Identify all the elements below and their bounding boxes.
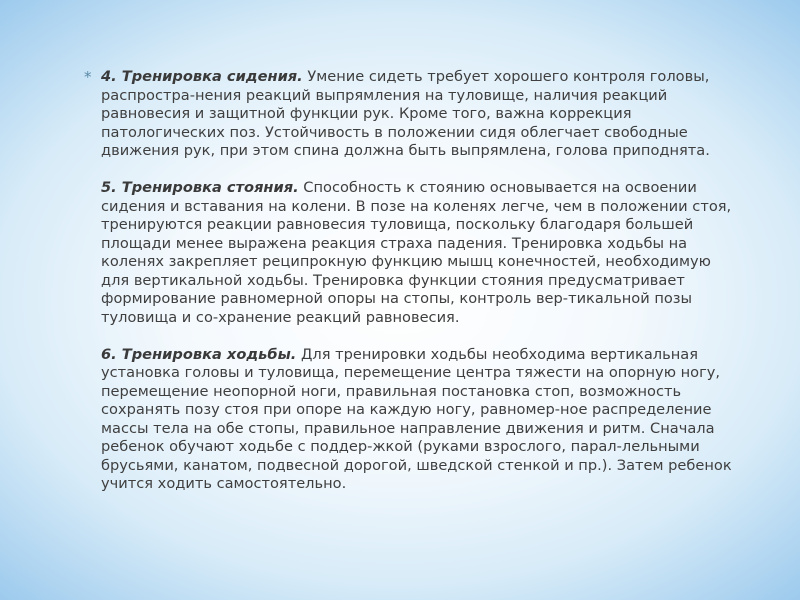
paragraph-walking-training xyxy=(101,346,743,494)
bullet-marker: * xyxy=(84,68,92,86)
paragraph-sitting-training xyxy=(101,68,743,161)
text-sitting-training: Умение сидеть требует хорошего контроля головы, распростра-нения реакций выпрямления на туловище, наличия реакций равновесия и защитной функции рук. Кроме того, важна коррекция патологических поз. Устойчивость в положении сидя облегчает свободные движения рук, при этом спина должна быть выпрямлена, голова приподнята. xyxy=(101,68,710,159)
paragraph-standing-training xyxy=(101,179,743,327)
slide-text-block xyxy=(101,68,743,494)
text-standing-training: Способность к стоянию основывается на освоении сидения и вставания на колени. В позе на коленях легче, чем в положении стоя, тренируются реакции равновесия туловища, поскольку благодаря большей площади менее выражена реакция страха падения. Тренировка ходьбы на коленях закрепляет реципрокную функцию мышц конечностей, необходимую для вертикальной ходьбы. Тренировка функции стояния предусматривает формирование равномерной опоры на стопы, контроль вер-тикальной позы туловища и со-хранение реакций равновесия. xyxy=(101,179,732,326)
heading-standing-training: 5. Тренировка стояния. xyxy=(101,179,299,196)
heading-sitting-training: 4. Тренировка сидения. xyxy=(101,68,303,85)
heading-walking-training: 6. Тренировка ходьбы. xyxy=(101,345,297,363)
text-walking-training: Для тренировки ходьбы необходима вертикальная установка головы и туловища, перемещение центра тяжести на опорную ногу, перемещение неопорной ноги, правильная постановка стоп, возможность сохранять позу стоя при опоре на каждую ногу, равномер-ное распределение массы тела на обе стопы, правильное направление движения и ритм. Сначала ребенок обучают ходьбе с поддер-жкой (руками взрослого, парал-лельными брусьями, канатом, подвесной дорогой, шведской стенкой и пр.). Затем ребенок учится ходить самостоятельно. xyxy=(101,345,732,492)
